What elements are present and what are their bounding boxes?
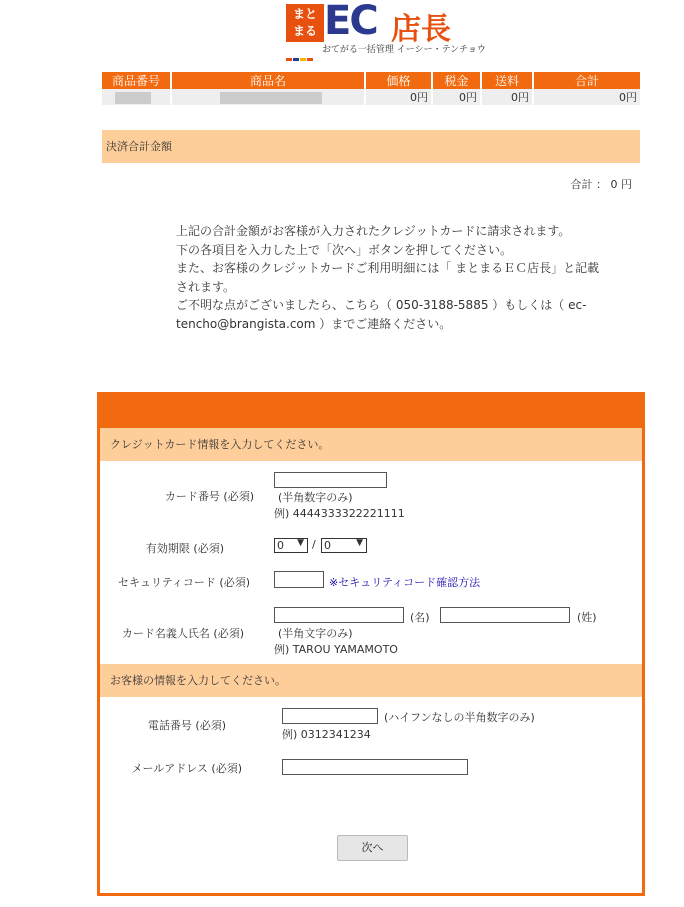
cell-product-number <box>102 89 171 105</box>
first-name-input[interactable] <box>274 607 404 623</box>
expiry-month-select[interactable] <box>274 538 308 553</box>
logo-ec-text: EC <box>324 0 377 44</box>
card-number-example: 例) 4444333322221111 <box>274 507 405 520</box>
name-example: 例) TAROU YAMAMOTO <box>274 643 398 656</box>
last-name-suffix: (姓) <box>577 611 597 624</box>
expiry-separator: / <box>312 538 316 551</box>
logo-tagline: おてがる一括管理 イーシー・テンチョウ <box>322 45 486 55</box>
header-product-name: 商品名 <box>171 72 365 89</box>
payment-total-value: 合計 ： 0 円 <box>570 178 632 191</box>
header-product-number: 商品番号 <box>102 72 171 89</box>
redacted-block <box>220 92 322 104</box>
expiry-year-value: 0 <box>324 539 331 552</box>
notice-line: 下の各項目を入力した上で「次へ」ボタンを押してください。 <box>176 242 513 257</box>
payment-total-heading: 決済合計金額 <box>102 130 640 163</box>
cell-product-name <box>171 89 365 105</box>
header-shipping: 送料 <box>481 72 533 89</box>
notice-line: tencho@brangista.com ）までご連絡ください。 <box>176 316 452 331</box>
card-number-hint: (半角数字のみ) <box>278 491 353 504</box>
form-header-bar <box>100 395 642 428</box>
chevron-down-icon: ▼ <box>356 538 363 548</box>
customer-section-heading: お客様の情報を入力してください。 <box>100 664 642 697</box>
last-name-input[interactable] <box>440 607 570 623</box>
security-code-help-link[interactable]: ※セキュリティコード確認方法 <box>329 576 481 589</box>
logo-badge-line1: まと <box>292 7 317 21</box>
email-input[interactable] <box>282 759 468 775</box>
email-label: メールアドレス (必須) <box>131 762 242 775</box>
header-price: 価格 <box>365 72 432 89</box>
card-section-heading: クレジットカード情報を入力してください。 <box>100 428 642 461</box>
expiry-year-select[interactable] <box>321 538 367 553</box>
next-button[interactable]: 次へ <box>337 835 408 861</box>
product-table <box>102 72 640 105</box>
expiry-month-value: 0 <box>277 539 284 552</box>
cell-shipping: 0円 <box>481 89 533 105</box>
logo-color-bars <box>286 46 320 50</box>
phone-hint: (ハイフンなしの半角数字のみ) <box>384 711 535 724</box>
phone-example: 例) 0312341234 <box>282 728 371 741</box>
first-name-suffix: (名) <box>410 611 430 624</box>
notice-line: 上記の合計金額がお客様が入力されたクレジットカードに請求されます。 <box>176 224 571 238</box>
payment-notice <box>176 222 606 333</box>
cell-price: 0円 <box>365 89 432 105</box>
card-number-label: カード番号 (必須) <box>164 490 254 503</box>
logo-badge <box>286 4 324 42</box>
card-holder-name-label: カード名義人氏名 (必須) <box>121 627 244 640</box>
card-number-input[interactable] <box>274 472 387 488</box>
product-table-header <box>102 72 640 89</box>
cell-total: 0円 <box>533 89 640 105</box>
cell-tax: 0円 <box>432 89 481 105</box>
phone-label: 電話番号 (必須) <box>147 719 226 732</box>
phone-input[interactable] <box>282 708 378 724</box>
notice-line: されます。 <box>176 279 236 294</box>
header-tax: 税金 <box>432 72 481 89</box>
expiry-label: 有効期限 (必須) <box>145 542 224 555</box>
logo-badge-line2: まる <box>292 24 317 38</box>
brand-logo <box>286 0 486 55</box>
notice-line: ご不明な点がございましたら、こちら（ 050-3188-5885 ）もしくは（ ec- <box>176 298 587 312</box>
name-hint: (半角文字のみ) <box>278 627 353 640</box>
payment-form <box>97 392 645 896</box>
chevron-down-icon: ▼ <box>297 538 304 548</box>
security-code-input[interactable] <box>274 571 324 588</box>
table-row <box>102 89 640 105</box>
security-code-label: セキュリティコード (必須) <box>118 576 250 589</box>
header-total: 合計 <box>533 72 640 89</box>
notice-line: また、お客様のクレジットカードご利用明細には「 まとまるＥＣ店長」と記載 <box>176 261 600 275</box>
redacted-block <box>115 92 151 104</box>
logo-kanji-text: 店長 <box>391 12 451 47</box>
